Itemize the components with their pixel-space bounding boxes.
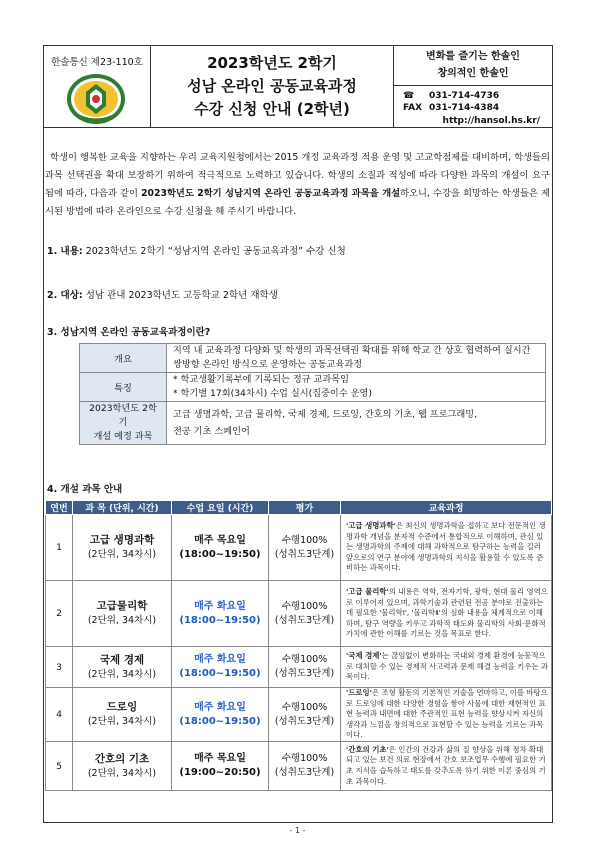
school-url[interactable]: http://hansol.hs.kr/	[442, 115, 540, 126]
course-name: 고급물리학	[96, 600, 148, 612]
section-1-content: 1. 내용: 2023학년도 2학기 “성남지역 온라인 공동교육과정” 수강 신청	[47, 246, 346, 257]
course-eval: 수행100%	[281, 753, 328, 764]
title-line-2: 성남 온라인 공동교육과정	[187, 77, 357, 95]
course-unit: (2단위, 34차시)	[87, 716, 157, 727]
course-name-cell	[73, 647, 172, 688]
table-row	[46, 742, 552, 791]
header-title-block	[151, 46, 394, 127]
overview-table	[79, 343, 546, 445]
course-description: '국제 경제'는 끊임없이 변화하는 국내외 경제 환경에 능동적으로 대처할 수 있는 경제적 사고력과 문제 해결 능력을 키우는 과목이다.	[341, 647, 552, 688]
course-eval-cell	[269, 688, 341, 742]
course-name: 드로잉	[106, 701, 138, 713]
course-description: '고급 물리학'의 내용은 역학, 전자기학, 광학, 현대 물리 영역으로 이루어져 있으며, 과학기술과 관련된 전공 분야로 진출하는 데 필요한 '물리학Ⅰ', '물리학Ⅱ'의 심화 내용을 체계적으로 이해하며, 탐구 역량을 키우고 과학적 태도와 물리학의 사회·문화적 가치에 관한 이해를 기르는 것을 목표로 한다.	[341, 581, 552, 647]
course-unit: (2단위, 34차시)	[87, 549, 157, 560]
course-eval-cell	[269, 647, 341, 688]
overview-value: 지역 내 교육과정 다양화 및 학생의 과목선택권 확대를 위해 학교 간 상호 협력하여 실시간 쌍방향 온라인 방식으로 운영하는 공동교육과정	[167, 344, 546, 373]
school-motto	[394, 46, 552, 86]
course-eval-cell	[269, 515, 341, 581]
course-day: 매주 목요일	[194, 753, 246, 764]
course-number: 1	[46, 515, 73, 581]
contact-info	[394, 86, 552, 128]
course-time: (18:00~19:50)	[179, 715, 261, 727]
course-time: (19:00~20:50)	[179, 767, 261, 778]
col-header-no: 연번	[46, 501, 73, 515]
course-eval-grade: (성취도3단계)	[274, 614, 335, 626]
course-schedule-cell	[172, 742, 269, 791]
course-time: (18:00~19:50)	[179, 614, 261, 626]
section-3-title: 3. 성남지역 온라인 공동교육과정이란?	[47, 327, 211, 338]
table-row	[46, 515, 552, 581]
phone-icon: ☎	[403, 90, 415, 101]
table-row	[46, 581, 552, 647]
header-right-cell	[394, 46, 552, 127]
intro-paragraph: 학생이 행복한 교육을 지향하는 우리 교육지원청에서는 2015 개정 교육과정 적용 운영 및 고교학점제를 대비하며, 학생들의 과목 선택권을 확대 보장하기 위하여 적극적으로 노력하고 있습니다. 학생의 소질과 적성에 따라 다양한 과목의 개설이 요구됨에 따라, 다음과 같이 2023학년도 2학기 성남지역 온라인 공동교육과정 과목을 개설하오니, 수강을 희망하는 학생들은 제시된 방법에 따라 온라인으로 수강 신청을 해 주시기 바랍니다.	[45, 152, 550, 217]
course-schedule-cell	[172, 515, 269, 581]
course-number: 5	[46, 742, 73, 791]
course-eval-grade: (성취도3단계)	[274, 548, 335, 560]
course-day: 매주 화요일	[194, 654, 246, 665]
course-name: 고급 생명과학	[89, 534, 155, 546]
title-line-1: 2023학년도 2학기	[207, 54, 337, 72]
course-name: 간호의 기초	[94, 752, 150, 765]
fax-number: 031-714-4384	[429, 103, 500, 113]
overview-row	[80, 344, 546, 373]
course-schedule-cell	[172, 688, 269, 742]
course-description: '고급 생명과학'은 최신의 생명과학을 접하고 보다 전문적인 생명과학 개념을 분자적 수준에서 통합적으로 이해하며, 관심 있는 생명과학의 주제에 대해 과학적으로 탐구하는 능력을 길러 앞으로의 연구 분야에 생명과학의 지식을 활용할 수 있도록 준비하는 과목이다.	[341, 515, 552, 581]
course-name-cell	[73, 688, 172, 742]
course-eval-grade: (성취도3단계)	[274, 715, 335, 727]
section-4-title: 4. 개설 과목 안내	[47, 484, 123, 495]
issue-number: 한솔통신 제23-110호	[51, 57, 143, 68]
overview-value: * 학교생활기록부에 기록되는 정규 교과목임 * 학기별 17회(34차시) 수업 실시(집중이수 운영)	[167, 373, 546, 402]
overview-head: 개요	[80, 344, 167, 373]
course-eval: 수행100%	[281, 701, 328, 713]
col-header-eval: 평가	[269, 501, 341, 515]
course-eval-grade: (성취도3단계)	[274, 767, 335, 778]
course-name: 국제 경제	[99, 653, 145, 666]
intro-highlight: 2023학년도 2학기 성남지역 온라인 공동교육과정 과목을 개설	[141, 188, 401, 199]
course-eval: 수행100%	[281, 654, 328, 665]
course-schedule-cell	[172, 647, 269, 688]
course-time: (18:00~19:50)	[179, 548, 261, 560]
course-unit: (2단위, 34차시)	[87, 767, 157, 779]
school-emblem-icon	[65, 72, 127, 126]
fax-label: FAX	[403, 103, 423, 113]
overview-head: 특징	[80, 373, 167, 402]
course-eval-grade: (성취도3단계)	[274, 668, 335, 679]
course-name-cell	[73, 581, 172, 647]
title-line-3: 수강 신청 안내 (2학년)	[194, 100, 350, 118]
newsletter-header	[43, 45, 553, 128]
course-schedule-cell	[172, 581, 269, 647]
course-number: 4	[46, 688, 73, 742]
course-eval-cell	[269, 742, 341, 791]
course-unit: (2단위, 34차시)	[87, 615, 157, 626]
course-name-cell	[73, 742, 172, 791]
table-row	[46, 688, 552, 742]
table-row	[46, 647, 552, 688]
overview-row	[80, 373, 546, 402]
col-header-day: 수업 요일 (시간)	[172, 501, 269, 515]
motto-line-1: 변화를 즐기는 한솔인	[426, 51, 520, 63]
page-number: - 1 -	[289, 826, 306, 835]
col-header-curriculum: 교육과정	[341, 501, 552, 515]
phone-number: 031-714-4736	[429, 90, 500, 101]
col-header-course: 과 목 (단위, 시간)	[73, 501, 172, 515]
course-description: '간호의 기초'은 인간의 건강과 삶의 질 향상을 위해 점차 확대되고 있는 보건 의료 현장에서 간호 보조업무 수행에 필요한 기초 지식을 습득하고 태도를 갖추도록 하기 위한 이론 중심의 기초 과목이다.	[341, 742, 552, 791]
course-name-cell	[73, 515, 172, 581]
course-day: 매주 화요일	[194, 701, 246, 713]
overview-row	[80, 402, 546, 445]
course-table	[45, 500, 552, 791]
header-left-cell	[44, 46, 151, 127]
course-unit: (2단위, 34차시)	[87, 668, 157, 680]
course-number: 2	[46, 581, 73, 647]
course-table-header	[46, 501, 552, 515]
course-eval: 수행100%	[281, 534, 328, 546]
course-time: (18:00~19:50)	[179, 668, 261, 679]
course-description: '드로잉'은 조형 활동의 기본적인 기술을 연마하고, 이를 바탕으로 드로잉에 대한 다양한 경험을 쌓아 사물에 대한 재현적인 표현 능력과 내면에 대한 주관적인 표현 능력을 향상시켜 자신의 생각과 느낌을 창의적으로 표현할 수 있는 능력을 기르는 과목이다.	[341, 688, 552, 742]
course-day: 매주 화요일	[194, 600, 246, 612]
overview-head: 2023학년도 2학기 개설 예정 과목	[80, 402, 167, 445]
course-eval: 수행100%	[281, 600, 328, 612]
course-eval-cell	[269, 581, 341, 647]
overview-value: 고급 생명과학, 고급 물리학, 국제 경제, 드로잉, 간호의 기초, 웹 프로그래밍, 전공 기초 스페인어	[167, 402, 546, 445]
course-day: 매주 목요일	[194, 534, 246, 546]
motto-line-2: 창의적인 한솔인	[437, 68, 509, 80]
section-2-target: 2. 대상: 성남 관내 2023학년도 고등학교 2학년 재학생	[47, 290, 278, 301]
course-number: 3	[46, 647, 73, 688]
